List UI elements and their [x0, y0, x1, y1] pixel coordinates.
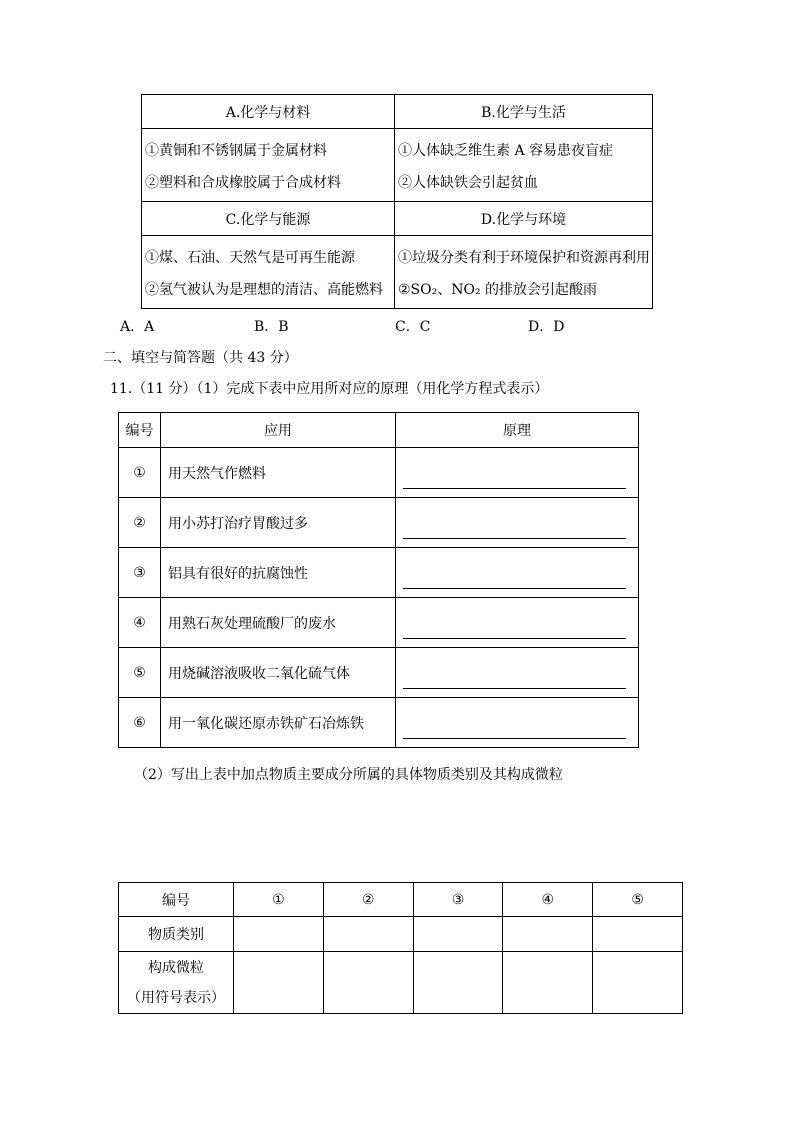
table-row	[119, 598, 639, 648]
answer-cell[interactable]	[413, 917, 503, 952]
principle-table	[118, 412, 639, 748]
answer-cell[interactable]	[413, 952, 503, 1014]
options-table	[141, 94, 653, 309]
answer-blank[interactable]	[403, 538, 626, 539]
option-c-body	[142, 236, 395, 309]
row-number: ⑤	[119, 648, 161, 698]
answer-cell[interactable]	[323, 917, 413, 952]
row-application: 用天然气作燃料	[161, 448, 396, 498]
option-c-title: C.化学与能源	[142, 202, 395, 236]
answer-cell[interactable]	[234, 917, 324, 952]
option-d-item-2: ②SO₂、NO₂ 的排放会引起酸雨	[398, 282, 598, 298]
option-d-item-1: ①垃圾分类有利于环境保护和资源再利用	[398, 250, 650, 266]
option-b-title: B.化学与生活	[395, 95, 653, 129]
choice-c[interactable]: C．C	[395, 319, 431, 335]
header-number: 编号	[119, 883, 234, 917]
column-number-1: ①	[234, 883, 324, 917]
option-b-body	[395, 129, 653, 202]
row-application: 用小苏打治疗胃酸过多	[161, 498, 396, 548]
column-number-5: ⑤	[593, 883, 683, 917]
option-d-body	[395, 236, 653, 309]
table-row	[119, 498, 639, 548]
row-number: ③	[119, 548, 161, 598]
answer-blank[interactable]	[403, 588, 626, 589]
row-principle-cell	[396, 548, 639, 598]
choice-b[interactable]: B．B	[254, 319, 289, 335]
question-11-text: 11.（11 分）（1）完成下表中应用所对应的原理（用化学方程式表示）	[110, 381, 549, 397]
table-row	[119, 448, 639, 498]
row-label-particles	[119, 952, 234, 1014]
choice-d[interactable]: D．D	[528, 319, 565, 335]
row-label-category: 物质类别	[119, 917, 234, 952]
row-number: ①	[119, 448, 161, 498]
choice-a[interactable]: A．A	[120, 319, 155, 335]
answer-cell[interactable]	[323, 952, 413, 1014]
header-number: 编号	[119, 413, 161, 448]
option-a-title: A.化学与材料	[142, 95, 395, 129]
row-application: 铝具有很好的抗腐蚀性	[161, 548, 396, 598]
question-11-part-2: （2）写出上表中加点物质主要成分所属的具体物质类别及其构成微粒	[134, 767, 563, 783]
category-table	[118, 882, 683, 1014]
answer-cell[interactable]	[593, 952, 683, 1014]
section-title: 二、填空与简答题（共 43 分）	[103, 350, 298, 366]
row-number: ④	[119, 598, 161, 648]
row-principle-cell	[396, 598, 639, 648]
column-number-2: ②	[323, 883, 413, 917]
answer-cell[interactable]	[503, 917, 593, 952]
option-a-item-1: ①黄铜和不锈钢属于金属材料	[145, 143, 327, 159]
row-principle-cell	[396, 498, 639, 548]
table-row	[119, 648, 639, 698]
option-a-item-2: ②塑料和合成橡胶属于合成材料	[145, 175, 341, 191]
answer-blank[interactable]	[403, 638, 626, 639]
option-b-item-1: ①人体缺乏维生素 A 容易患夜盲症	[398, 143, 614, 159]
option-a-body	[142, 129, 395, 202]
header-application: 应用	[161, 413, 396, 448]
row-application: 用烧碱溶液吸收二氧化硫气体	[161, 648, 396, 698]
answer-cell[interactable]	[593, 917, 683, 952]
answer-blank[interactable]	[403, 738, 626, 739]
row-label-particles-line-2: （用符号表示）	[127, 989, 225, 1006]
column-number-3: ③	[413, 883, 503, 917]
column-number-4: ④	[503, 883, 593, 917]
answer-blank[interactable]	[403, 488, 626, 489]
row-application: 用一氧化碳还原赤铁矿石冶炼铁	[161, 698, 396, 748]
row-number: ⑥	[119, 698, 161, 748]
option-b-item-2: ②人体缺铁会引起贫血	[398, 175, 538, 191]
table-row	[119, 698, 639, 748]
row-label-particles-line-1: 构成微粒	[148, 959, 204, 976]
row-principle-cell	[396, 448, 639, 498]
row-application: 用熟石灰处理硫酸厂的废水	[161, 598, 396, 648]
option-c-item-2: ②氢气被认为是理想的清洁、高能燃料	[145, 282, 383, 298]
header-principle: 原理	[396, 413, 639, 448]
option-c-item-1: ①煤、石油、天然气是可再生能源	[145, 250, 355, 266]
answer-cell[interactable]	[503, 952, 593, 1014]
row-number: ②	[119, 498, 161, 548]
option-d-title: D.化学与环境	[395, 202, 653, 236]
answer-blank[interactable]	[403, 688, 626, 689]
row-principle-cell	[396, 698, 639, 748]
table-row	[119, 548, 639, 598]
answer-cell[interactable]	[234, 952, 324, 1014]
row-principle-cell	[396, 648, 639, 698]
